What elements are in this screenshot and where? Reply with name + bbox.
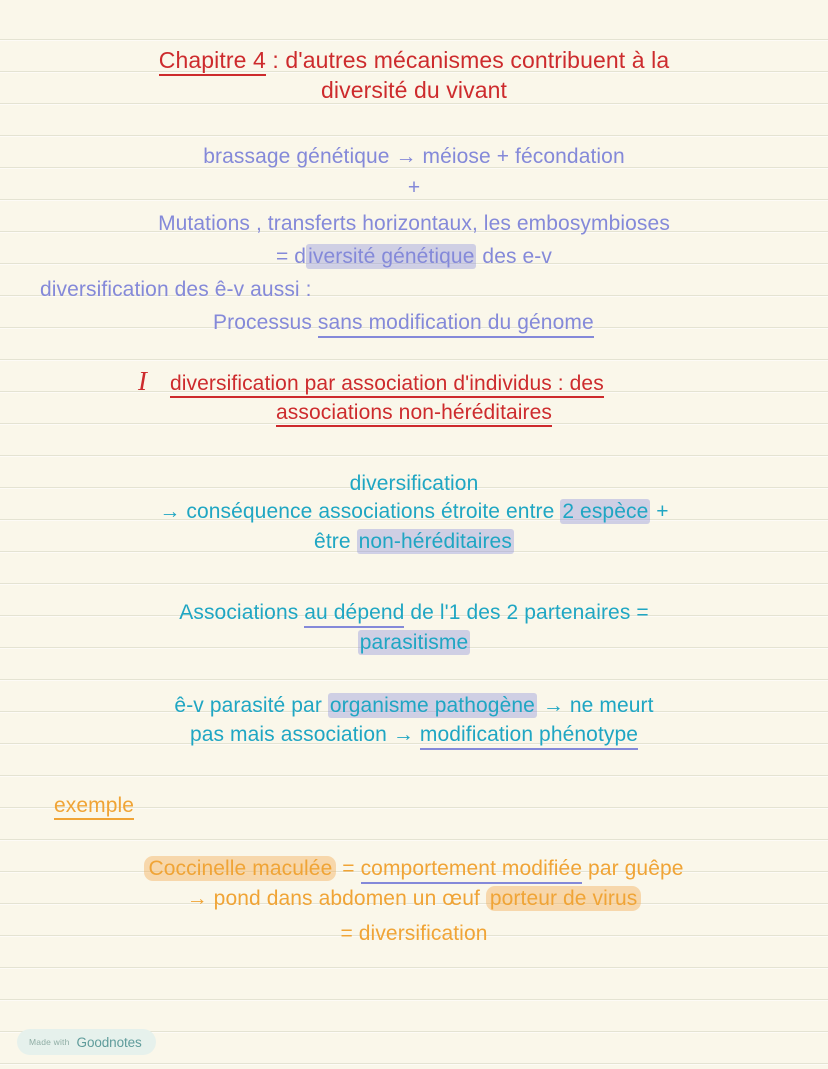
goodnotes-badge [17, 1029, 156, 1055]
highlight-non-hereditaires: non-héréditaires [358, 530, 512, 553]
diversification-line-2 [0, 501, 828, 523]
associations-line-2 [0, 632, 828, 654]
page-title-line-1 [0, 48, 828, 72]
associations-line-1-suffix: de l'1 des 2 partenaires = [404, 601, 649, 624]
diversification-line-2-suffix: + [650, 500, 669, 523]
title-chapter-label: Chapitre 4 [159, 47, 266, 76]
example-label [54, 795, 134, 817]
intro-line-3: Mutations , transferts horizontaux, les embosymbioses [158, 212, 670, 235]
section-one-heading-line-2-text: associations non-héréditaires [276, 401, 552, 427]
underline-comportement-modifiee: comportement modifiée [361, 857, 583, 884]
section-one-heading-line-2 [0, 402, 828, 424]
section-numeral-one: I [138, 366, 147, 396]
intro-line-4 [0, 246, 828, 268]
parasite-line-2 [0, 724, 828, 746]
example-line-3: = diversification [340, 922, 488, 945]
intro-plus-sign: + [407, 176, 421, 199]
example-line-2 [0, 888, 828, 910]
intro-line-4-prefix: = d [276, 245, 307, 268]
highlight-coccinelle-maculee: Coccinelle maculée [144, 856, 336, 881]
intro-line-1: brassage génétique → méiose + fécondation [203, 145, 625, 168]
diversification-line-3-prefix: être [314, 530, 357, 553]
example-line-1-suffix: par guêpe [582, 857, 684, 880]
badge-app-name: Goodnotes [76, 1034, 142, 1050]
associations-line-1 [0, 602, 828, 624]
page-title-line-2: diversité du vivant [321, 77, 507, 103]
intro-line-4-suffix: des e-v [476, 245, 552, 268]
section-one-heading-line-1-text: diversification par association d'individus : des [170, 372, 604, 398]
underline-modification-phenotype: modification phénotype [420, 723, 638, 750]
associations-line-1-prefix: Associations [179, 601, 305, 624]
diversification-line-2-prefix: → conséquence associations étroite entre [159, 500, 561, 523]
highlight-2-espece: 2 espèce [562, 500, 649, 523]
highlight-porteur-de-virus: porteur de virus [486, 886, 642, 911]
underline-sans-modification-du-genome: sans modification du génome [318, 311, 594, 338]
example-line-1 [0, 858, 828, 880]
intro-line-6-prefix: Processus [213, 311, 318, 334]
diversification-title: diversification [349, 472, 479, 495]
section-one-heading-line-1 [170, 373, 604, 395]
title-rest: : d'autres mécanismes contribuent à la [265, 47, 670, 73]
badge-made-with-label: Made with [29, 1037, 70, 1047]
intro-line-6 [213, 312, 594, 334]
underline-au-depend: au dépend [304, 601, 404, 628]
highlight-organisme-pathogene: organisme pathogène [329, 694, 535, 717]
highlight-parasitisme: parasitisme [359, 631, 469, 654]
parasite-line-1-suffix: → ne meurt [536, 694, 654, 717]
intro-line-5: diversification des ê-v aussi : [40, 278, 312, 301]
parasite-line-2-prefix: pas mais association → [189, 723, 420, 746]
highlight-diversite-genetique: iversité génétique [308, 245, 475, 268]
example-line-2-prefix: → pond dans abdomen un œuf [186, 887, 486, 910]
diversification-line-3 [0, 531, 828, 553]
parasite-line-1 [0, 695, 828, 717]
parasite-line-1-prefix: ê-v parasité par [174, 694, 328, 717]
example-label-text: exemple [54, 794, 134, 820]
example-line-1-mid: = [336, 857, 361, 880]
